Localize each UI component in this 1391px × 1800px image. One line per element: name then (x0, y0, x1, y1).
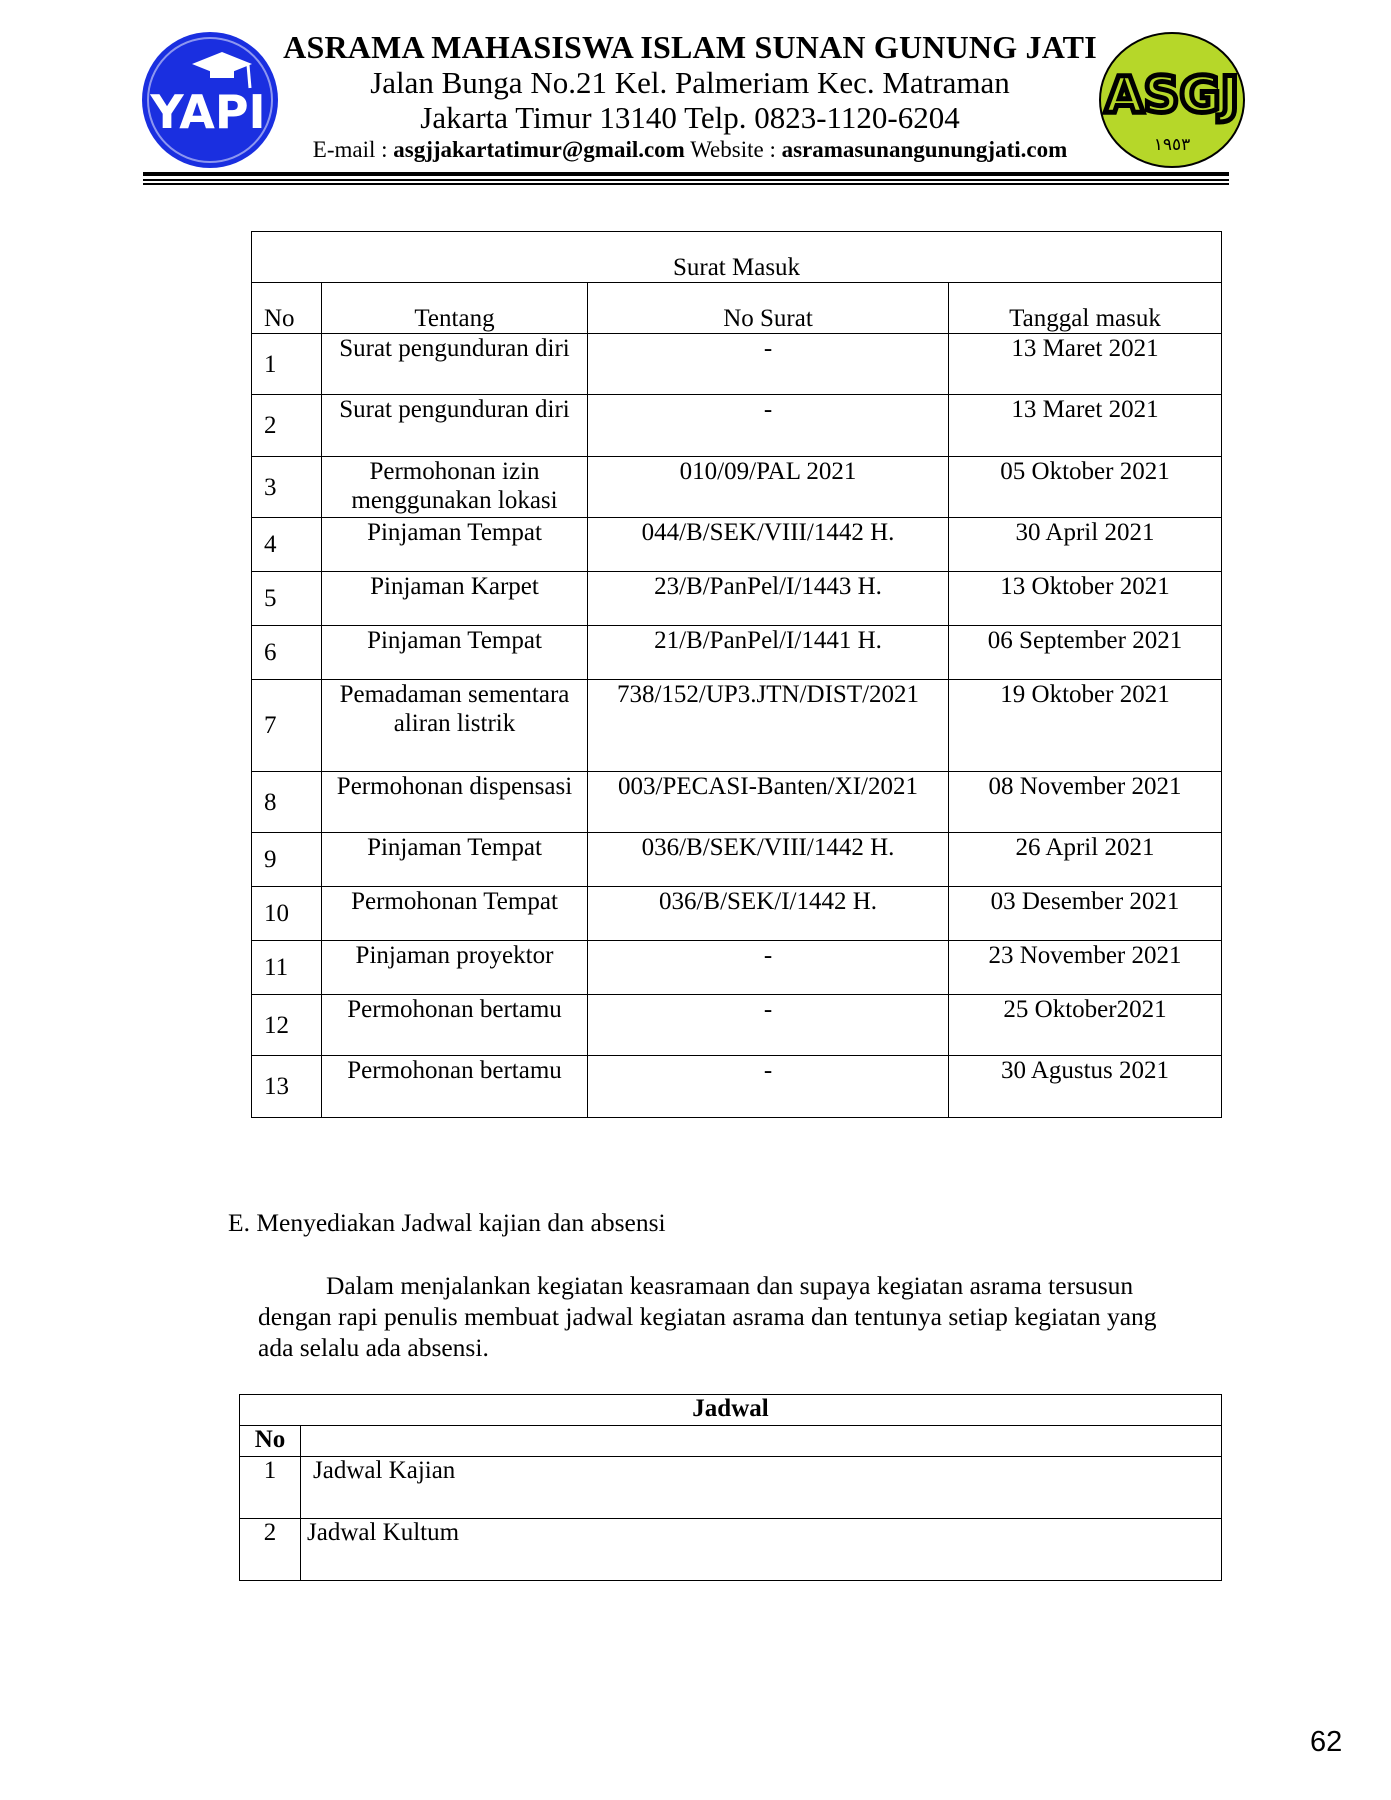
surat-row (252, 572, 1222, 626)
surat-row-no-surat: - (588, 941, 949, 995)
jadwal-row-no: 1 (240, 1457, 301, 1519)
surat-row-tanggal: 30 Agustus 2021 (949, 1056, 1222, 1118)
surat-row-no-surat: 23/B/PanPel/I/1443 H. (588, 572, 949, 626)
surat-row (252, 626, 1222, 680)
surat-row-tentang: Pinjaman Tempat (322, 518, 588, 572)
surat-row (252, 995, 1222, 1056)
surat-row (252, 941, 1222, 995)
surat-row-no: 4 (252, 518, 322, 572)
address-line-2: Jakarta Timur 13140 Telp. 0823-1120-6204 (420, 99, 960, 135)
letterhead (280, 30, 1100, 163)
contact-line (280, 137, 1100, 163)
surat-row-tanggal: 30 April 2021 (949, 518, 1222, 572)
surat-row-tentang: Permohonan izin menggunakan lokasi (322, 457, 588, 518)
surat-row-no: 6 (252, 626, 322, 680)
jadwal-title: Jadwal (240, 1395, 1222, 1426)
logo-right-year: ١٩٥٣ (1153, 135, 1191, 155)
jadwal-row-item: Jadwal Kultum (301, 1519, 1222, 1581)
yapi-logo (140, 30, 280, 170)
jadwal-row (240, 1519, 1222, 1581)
surat-row-tentang: Pinjaman Tempat (322, 833, 588, 887)
surat-row (252, 334, 1222, 395)
address-line-1: Jalan Bunga No.21 Kel. Palmeriam Kec. Matraman (370, 64, 1010, 100)
surat-row (252, 1056, 1222, 1118)
logo-right-text: ASGJ (1104, 66, 1240, 124)
surat-row-tentang: Pemadaman sementara aliran listrik (322, 680, 588, 772)
surat-row-tentang: Permohonan bertamu (322, 995, 588, 1056)
surat-row-no: 8 (252, 772, 322, 833)
surat-row (252, 833, 1222, 887)
surat-row-no-surat: 003/PECASI-Banten/XI/2021 (588, 772, 949, 833)
surat-row-tentang: Pinjaman Tempat (322, 626, 588, 680)
paragraph-text: Dalam menjalankan kegiatan keasramaan dan supaya kegiatan asrama tersusun dengan rapi penulis membuat jadwal kegiatan asrama dan tentunya setiap kegiatan yang ada selalu ada absensi. (258, 1271, 1157, 1363)
surat-row (252, 518, 1222, 572)
surat-row-tanggal: 25 Oktober2021 (949, 995, 1222, 1056)
surat-row-no: 9 (252, 833, 322, 887)
header-no-surat: No Surat (588, 283, 949, 334)
logo-left-text: YAPI (150, 85, 266, 139)
surat-row-tentang: Permohonan dispensasi (322, 772, 588, 833)
surat-row (252, 887, 1222, 941)
website-label: Website : (690, 137, 776, 163)
jadwal-header-no: No (240, 1426, 301, 1457)
surat-row-no-surat: - (588, 395, 949, 457)
surat-row-tanggal: 05 Oktober 2021 (949, 457, 1222, 518)
surat-row-no-surat: 21/B/PanPel/I/1441 H. (588, 626, 949, 680)
surat-row-tanggal: 03 Desember 2021 (949, 887, 1222, 941)
header-no: No (252, 283, 322, 334)
surat-row-no: 12 (252, 995, 322, 1056)
page-number: 62 (1310, 1726, 1343, 1758)
surat-row-tanggal: 13 Oktober 2021 (949, 572, 1222, 626)
website-address[interactable]: asramasunangunungjati.com (781, 137, 1068, 163)
surat-row-tanggal: 13 Maret 2021 (949, 395, 1222, 457)
surat-row-no: 13 (252, 1056, 322, 1118)
surat-row-tanggal: 23 November 2021 (949, 941, 1222, 995)
letterhead-rule-thin (143, 183, 1229, 185)
letterhead-rule-thin (143, 179, 1229, 181)
jadwal-header-blank (301, 1426, 1222, 1457)
jadwal-row-item: Jadwal Kajian (301, 1457, 1222, 1519)
surat-row-no: 2 (252, 395, 322, 457)
surat-row-no-surat: 044/B/SEK/VIII/1442 H. (588, 518, 949, 572)
surat-row-no-surat: 010/09/PAL 2021 (588, 457, 949, 518)
surat-row-tentang: Pinjaman proyektor (322, 941, 588, 995)
surat-row-no: 1 (252, 334, 322, 395)
header-tentang: Tentang (322, 283, 588, 334)
institution-name: ASRAMA MAHASISWA ISLAM SUNAN GUNUNG JATI (283, 29, 1097, 65)
surat-row-no: 10 (252, 887, 322, 941)
surat-row-no-surat: - (588, 1056, 949, 1118)
surat-row-tentang: Surat pengunduran diri (322, 395, 588, 457)
surat-row (252, 395, 1222, 457)
surat-row (252, 680, 1222, 772)
surat-masuk-table (251, 231, 1222, 1118)
surat-row-no-surat: 036/B/SEK/VIII/1442 H. (588, 833, 949, 887)
surat-row-tentang: Pinjaman Karpet (322, 572, 588, 626)
surat-row (252, 457, 1222, 518)
surat-row-tanggal: 19 Oktober 2021 (949, 680, 1222, 772)
jadwal-table (239, 1394, 1222, 1581)
surat-row-tanggal: 06 September 2021 (949, 626, 1222, 680)
surat-row-no: 5 (252, 572, 322, 626)
section-e-paragraph (258, 1270, 1198, 1363)
jadwal-row (240, 1457, 1222, 1519)
surat-row-no-surat: - (588, 334, 949, 395)
jadwal-row-no: 2 (240, 1519, 301, 1581)
header-tanggal-masuk: Tanggal masuk (949, 283, 1222, 334)
surat-row (252, 772, 1222, 833)
email-label: E-mail : (312, 137, 388, 163)
surat-row-tentang: Surat pengunduran diri (322, 334, 588, 395)
section-e-title: E. Menyediakan Jadwal kajian dan absensi (228, 1208, 666, 1237)
surat-row-no-surat: 738/152/UP3.JTN/DIST/2021 (588, 680, 949, 772)
surat-row-no: 7 (252, 680, 322, 772)
surat-row-tentang: Permohonan Tempat (322, 887, 588, 941)
surat-masuk-caption: Surat Masuk (252, 232, 1222, 283)
email-address[interactable]: asgjjakartatimur@gmail.com (393, 137, 685, 163)
surat-row-no: 11 (252, 941, 322, 995)
surat-row-no-surat: - (588, 995, 949, 1056)
surat-row-no-surat: 036/B/SEK/I/1442 H. (588, 887, 949, 941)
surat-row-no: 3 (252, 457, 322, 518)
letterhead-rule-thick (143, 172, 1229, 176)
surat-row-tanggal: 26 April 2021 (949, 833, 1222, 887)
surat-row-tanggal: 13 Maret 2021 (949, 334, 1222, 395)
asgj-logo (1097, 30, 1247, 170)
surat-row-tentang: Permohonan bertamu (322, 1056, 588, 1118)
surat-row-tanggal: 08 November 2021 (949, 772, 1222, 833)
